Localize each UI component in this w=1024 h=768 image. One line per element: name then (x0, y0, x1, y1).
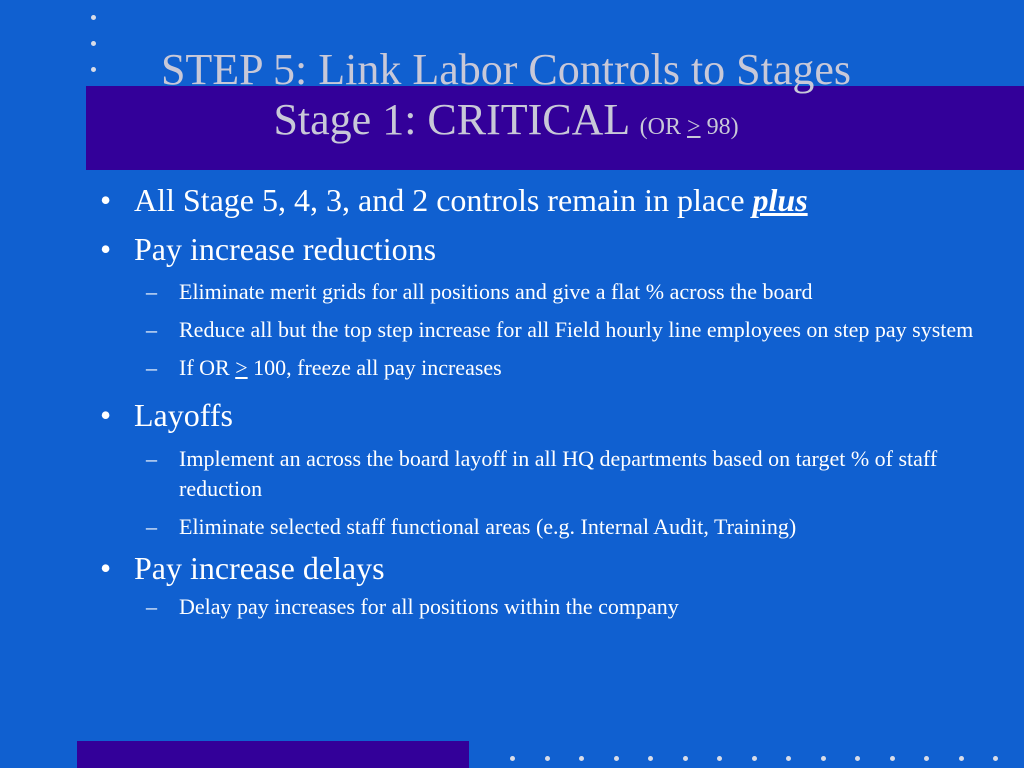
decorative-dot (717, 756, 722, 761)
bullet-text: Layoffs (134, 397, 233, 433)
sub-text: Eliminate selected staff functional areas (e.g. Internal Audit, Training) (179, 514, 797, 539)
bullet-text: Pay increase delays (134, 550, 385, 586)
sub-text: Eliminate merit grids for all positions and give a flat % across the board (179, 279, 813, 304)
decorative-dot (614, 756, 619, 761)
bullet-text: All Stage 5, 4, 3, and 2 controls remain in place (134, 182, 753, 218)
decorative-dot (579, 756, 584, 761)
bullet-mark: • (100, 231, 112, 267)
decorative-dot (545, 756, 550, 761)
dash-mark: – (146, 317, 157, 342)
sub-text-suffix: 100, freeze all pay increases (247, 355, 502, 380)
decorative-dot (683, 756, 688, 761)
decorative-dot (91, 41, 96, 46)
dash-mark: – (146, 446, 157, 471)
sub-text: Implement an across the board layoff in all HQ departments based on target % of staff reduction (179, 446, 938, 501)
decorative-dot (993, 756, 998, 761)
bullet-item (96, 546, 996, 590)
decorative-dot (924, 756, 929, 761)
dash-mark: – (146, 594, 157, 619)
slide-title (96, 45, 916, 144)
decorative-dot (959, 756, 964, 761)
title-line-1: STEP 5: Link Labor Controls to Stages (160, 45, 852, 94)
decorative-dot (855, 756, 860, 761)
dash-mark: – (146, 355, 157, 380)
decorative-dot (752, 756, 757, 761)
decorative-dot (648, 756, 653, 761)
bullet-mark: • (100, 550, 112, 586)
slide-content (96, 178, 996, 622)
bullet-mark: • (100, 182, 112, 218)
sub-text-symbol: > (235, 355, 248, 380)
sub-text: Reduce all but the top step increase for all Field hourly line employees on step pay system (179, 317, 974, 342)
bullet-item (96, 227, 996, 271)
decorative-dot (91, 15, 96, 20)
bullet-item (96, 393, 996, 437)
decorative-dot (510, 756, 515, 761)
title-line-2 (96, 95, 916, 144)
sub-item (96, 353, 996, 383)
bullet-mark: • (100, 397, 112, 433)
sub-item (96, 444, 996, 504)
dash-mark: – (146, 279, 157, 304)
dash-mark: – (146, 514, 157, 539)
sub-text-prefix: If OR (179, 355, 236, 380)
sub-text: Delay pay increases for all positions within the company (179, 594, 679, 619)
decorative-dot (786, 756, 791, 761)
decorative-dot (821, 756, 826, 761)
decorative-dot (890, 756, 895, 761)
sub-item (96, 277, 996, 307)
bullet-emphasis: plus (752, 182, 808, 218)
bullet-item (96, 178, 996, 222)
sub-item (96, 315, 996, 345)
footer-bar (77, 741, 469, 768)
sub-item (96, 592, 996, 622)
title-stage: Stage 1: CRITICAL (273, 95, 629, 144)
sub-item (96, 512, 996, 542)
title-threshold: (OR > 98) (639, 114, 739, 140)
bullet-text: Pay increase reductions (134, 231, 437, 267)
